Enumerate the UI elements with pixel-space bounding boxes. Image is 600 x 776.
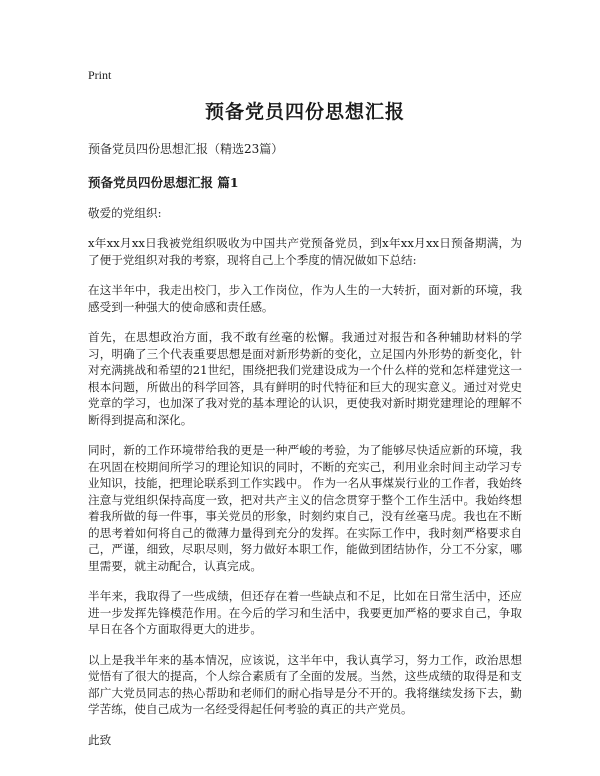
section-heading: 预备党员四份思想汇报 篇1 (88, 175, 239, 190)
paragraph-3: 首先，在思想政治方面，我不敢有丝毫的松懈。我通过对报告和各种辅助材料的学习，明确了三个代表重要思想是面对新形势新的变化，立足国内外形势的新变化，针对充满挑战和希望的21世纪，围绕把我们党建设成为一个什么样的党和怎样建党这一根本问题，所做出的科学回答，具有鲜明的时代特征和巨大的现实意义。通过对党史党章的学习，也加深了我对党的基本理论的认识，更使我对新时期党建理论的理解不断得到提高和深化。 (88, 330, 522, 427)
print-label[interactable]: Print (88, 68, 112, 82)
salutation: 敬爱的党组织: (88, 206, 162, 220)
closing: 此致 (88, 732, 112, 747)
paragraph-4: 同时，新的工作环境带给我的更是一种严峻的考验，为了能够尽快适应新的环境，我在巩固在校期间所学习的理论知识的同时，不断的充实己，利用业余时间主动学习专业知识，技能，把理论联系到工作实践中。 作为一名从事煤炭行业的工作者，我始终注意与党组织保持高度一致，把对共产主义的信念贯穿于整个工作生活中。我始终想着我所做的每一件事，事关党员的形象，时刻约束自己，没有丝毫马虎。我也在不断的思考着如何将自己的微薄力量得到充分的发挥。在实际工作中，我时刻严格要求自己，严谨，细致，尽职尽则，努力做好本职工作，能做到团结协作，分工不分家，哪里需要，就主动配合，认真完成。 (88, 443, 522, 573)
paragraph-2: 在这半年中，我走出校门，步入工作岗位，作为人生的一大转折，面对新的环境，我感受到一种强大的使命感和责任感。 (88, 283, 522, 314)
paragraph-1: x年xx月xx日我被党组织吸收为中国共产党预备党员，到x年xx月xx日预备期满，为了便于党组织对我的考察，现将自己上个季度的情况做如下总结: (88, 236, 522, 267)
paragraph-6: 以上是我半年来的基本情况，应该说，这半年中，我认真学习，努力工作，政治思想觉悟有了很大的提高，个人综合素质有了全面的发展。当然，这些成绩的取得是和支部广大党员同志的热心帮助和老师们的耐心指导是分不开的。我将继续发扬下去，勤学苦练，使自己成为一名经受得起任何考验的真正的共产党员。 (88, 652, 522, 716)
document-subtitle: 预备党员四份思想汇报（精选23篇） (88, 142, 284, 156)
paragraph-5: 半年来，我取得了一些成绩，但还存在着一些缺点和不足，比如在日常生活中，还应进一步发挥先锋模范作用。在今后的学习和生活中，我要更加严格的要求自己，争取早日在各个方面取得更大的进步。 (88, 589, 522, 636)
document-title: 预备党员四份思想汇报 (204, 101, 405, 123)
